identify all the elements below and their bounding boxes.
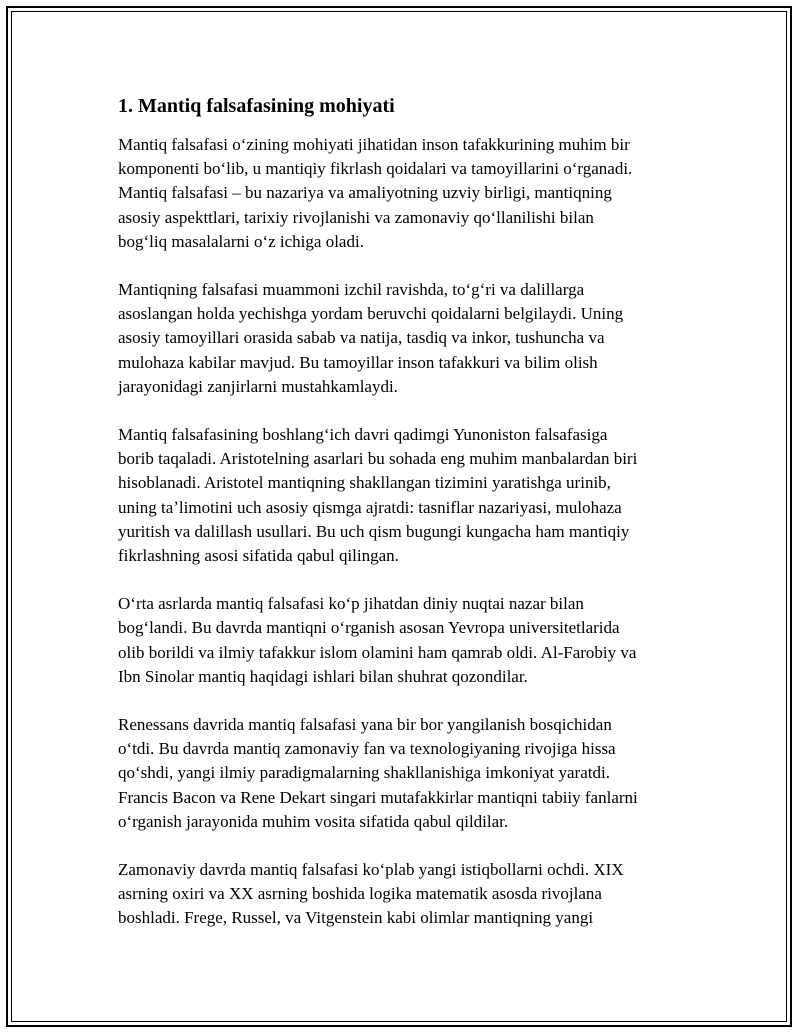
paragraph bbox=[118, 133, 693, 254]
paragraph-line: Mantiqning falsafasi muammoni izchil ravishda, toʻgʻri va dalillarga bbox=[118, 280, 585, 300]
paragraph-line: Mantiq falsafasi oʻzining mohiyati jihatidan inson tafakkurining muhim bir bbox=[118, 135, 630, 154]
paragraph-line: bogʻliq masalalarni oʻz ichiga oladi. bbox=[118, 231, 364, 251]
paragraph-line: yuritish va dalillash usullari. Bu uch qism bugungi kungacha ham mantiqiy bbox=[118, 521, 630, 541]
paragraph-line: mulohaza kabilar mavjud. Bu tamoyillar inson tafakkuri va bilim olish bbox=[118, 352, 598, 372]
paragraph-line: komponenti boʻlib, u mantiqiy fikrlash qoidalari va tamoyillarini oʻrganadi. bbox=[118, 159, 633, 179]
paragraph-line: asosiy aspekttlari, tarixiy rivojlanishi va zamonaviy qoʻllanilishi bilan bbox=[118, 207, 594, 227]
paragraph-line: jarayonidagi zanjirlarni mustahkamlaydi. bbox=[118, 376, 398, 396]
paragraph-line: Oʻrta asrlarda mantiq falsafasi koʻp jihatdan diniy nuqtai nazar bilan bbox=[118, 594, 584, 614]
paragraph bbox=[118, 592, 693, 689]
paragraph bbox=[118, 423, 693, 568]
section-heading: 1. Mantiq falsafasining mohiyati bbox=[118, 95, 395, 117]
paragraph-line: Francis Bacon va Rene Dekart singari mutafakkirlar mantiqni tabiiy fanlarni bbox=[118, 787, 638, 807]
paragraph-line: hisoblanadi. Aristotel mantiqning shakllangan tizimini yaratishga urinib, bbox=[118, 473, 611, 493]
paragraph-line: oʻtdi. Bu davrda mantiq zamonaviy fan va texnologiyaning rivojiga hissa bbox=[118, 739, 616, 759]
paragraph-list bbox=[118, 133, 693, 931]
paragraph-line: Mantiq falsafasi – bu nazariya va amaliyotning uzviy birligi, mantiqning bbox=[118, 183, 612, 203]
paragraph-line: borib taqaladi. Aristotelning asarlari bu sohada eng muhim manbalardan biri bbox=[118, 449, 638, 469]
paragraph-line: olib borildi va ilmiy tafakkur islom olamini ham qamrab oldi. Al-Farobiy va bbox=[118, 642, 637, 662]
paragraph-line: qoʻshdi, yangi ilmiy paradigmalarning shakllanishiga imkoniyat yaratdi. bbox=[118, 763, 610, 783]
paragraph-line: asrning oxiri va XX asrning boshida logika matematik asosda rivojlana bbox=[118, 884, 602, 904]
document-body bbox=[118, 93, 693, 955]
paragraph-line: fikrlashning asosi sifatida qabul qilingan. bbox=[118, 546, 399, 566]
paragraph-line: asoslangan holda yechishga yordam beruvchi qoidalarni belgilaydi. Uning bbox=[118, 304, 624, 324]
paragraph-line: asosiy tamoyillari orasida sabab va natija, tasdiq va inkor, tushuncha va bbox=[118, 328, 605, 348]
paragraph bbox=[118, 713, 693, 834]
paragraph-line: Ibn Sinolar mantiq haqidagi ishlari bilan shuhrat qozondilar. bbox=[118, 666, 528, 686]
paragraph-line: Renessans davrida mantiq falsafasi yana bir bor yangilanish bosqichidan bbox=[118, 715, 612, 735]
paragraph-line: boshladi. Frege, Russel, va Vitgenstein kabi olimlar mantiqning yangi bbox=[118, 908, 594, 928]
paragraph-line: Zamonaviy davrda mantiq falsafasi koʻplab yangi istiqbollarni ochdi. XIX bbox=[118, 860, 624, 880]
paragraph-line: bogʻlandi. Bu davrda mantiqni oʻrganish asosan Yevropa universitetlarida bbox=[118, 618, 620, 638]
paragraph-line: Mantiq falsafasining boshlangʻich davri qadimgi Yunoniston falsafasiga bbox=[118, 425, 608, 445]
paragraph-line: oʻrganish jarayonida muhim vosita sifatida qabul qildilar. bbox=[118, 811, 509, 831]
paragraph bbox=[118, 858, 693, 931]
paragraph bbox=[118, 278, 693, 399]
paragraph-line: uning taʼlimotini uch asosiy qismga ajratdi: tasniflar nazariyasi, mulohaza bbox=[118, 497, 622, 517]
